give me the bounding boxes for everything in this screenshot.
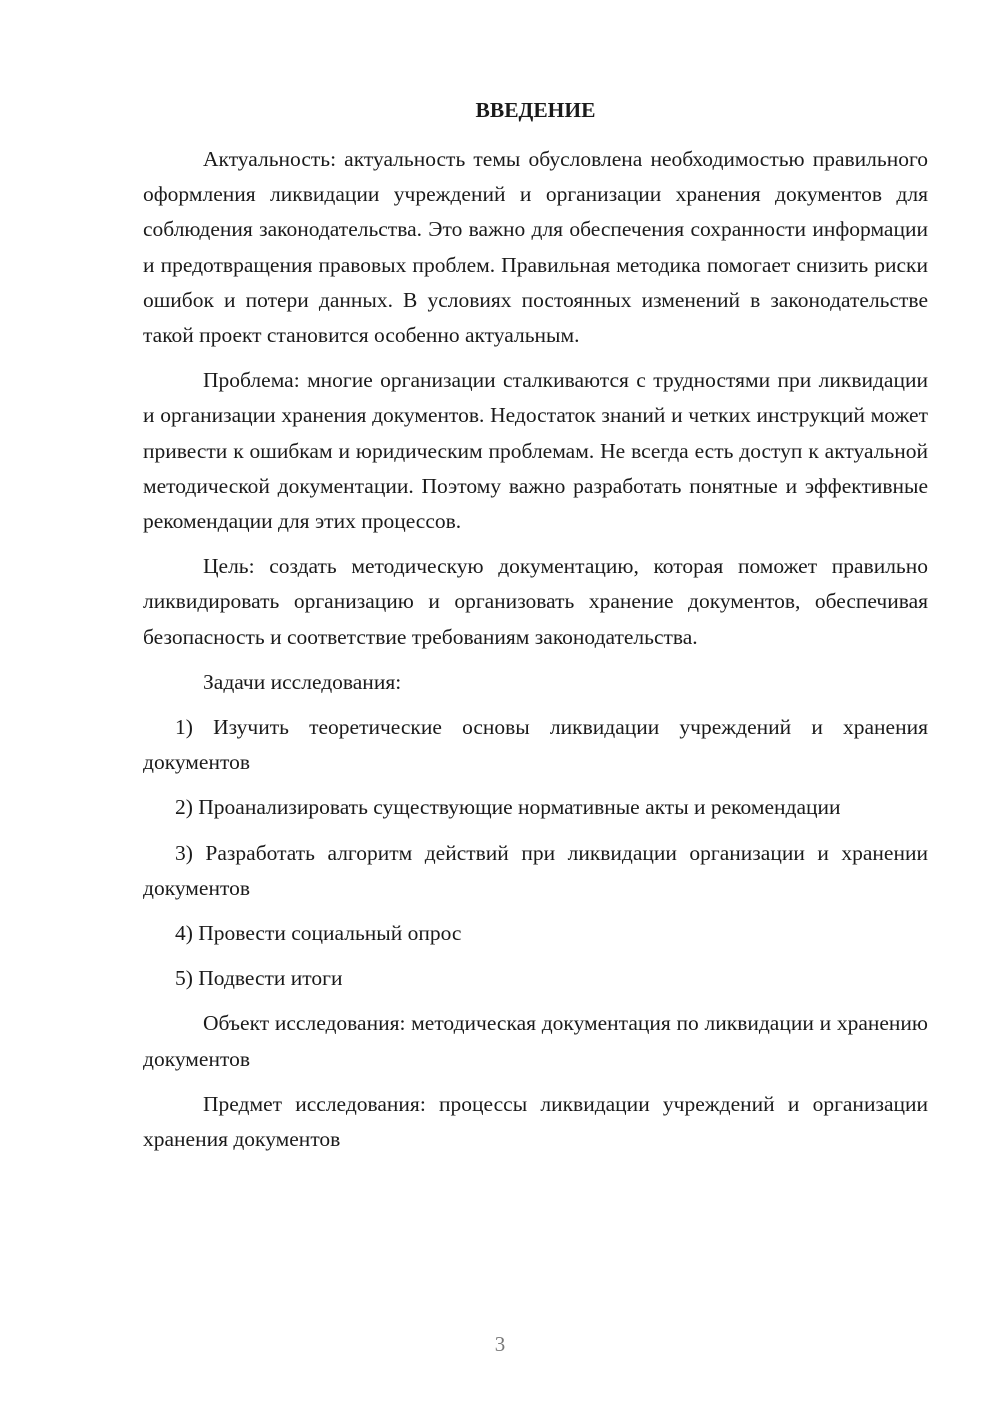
task-item-5: 5) Подвести итоги <box>175 966 343 991</box>
section-title: ВВЕДЕНИЕ <box>475 98 596 122</box>
task-item-3: 3) Разработать алгоритм действий при ликвидации организации и хранении документов <box>143 840 928 900</box>
paragraph-relevance: Актуальность: актуальность темы обусловлена необходимостью правильного оформления ликвидации учреждений и организации хранения документов для соблюдения законодательства. Это важно для обеспечения сохранности информации и предотвращения правовых проблем. Правильная методика помогает снизить риски ошибок и потери данных. В условиях постоянных изменений в законодательстве такой проект становится особенно актуальным. <box>143 147 928 348</box>
page-number: 3 <box>494 1332 506 1356</box>
task-item-1: 1) Изучить теоретические основы ликвидации учреждений и хранения документов <box>143 715 928 775</box>
paragraph-problem: Проблема: многие организации сталкиваются с трудностями при ликвидации и организации хранения документов. Недостаток знаний и четких инструкций может привести к ошибкам и юридическим проблемам. Не всегда есть доступ к актуальной методической документации. Поэтому важно разработать понятные и эффективные рекомендации для этих процессов. <box>143 368 928 534</box>
paragraph-research-subject: Предмет исследования: процессы ликвидации учреждений и организации хранения документов <box>143 1091 928 1152</box>
paragraph-research-object: Объект исследования: методическая документация по ликвидации и хранению документов <box>143 1011 928 1071</box>
document-page <box>143 96 928 1167</box>
task-item-4: 4) Провести социальный опрос <box>175 921 462 946</box>
paragraph-tasks-heading: Задачи исследования: <box>203 669 402 694</box>
paragraph-goal: Цель: создать методическую документацию, которая поможет правильно ликвидировать организацию и организовать хранение документов, обеспечивая безопасность и соответствие требованиям законодательства. <box>143 554 928 649</box>
task-item-2: 2) Проанализировать существующие нормативные акты и рекомендации <box>175 795 841 820</box>
